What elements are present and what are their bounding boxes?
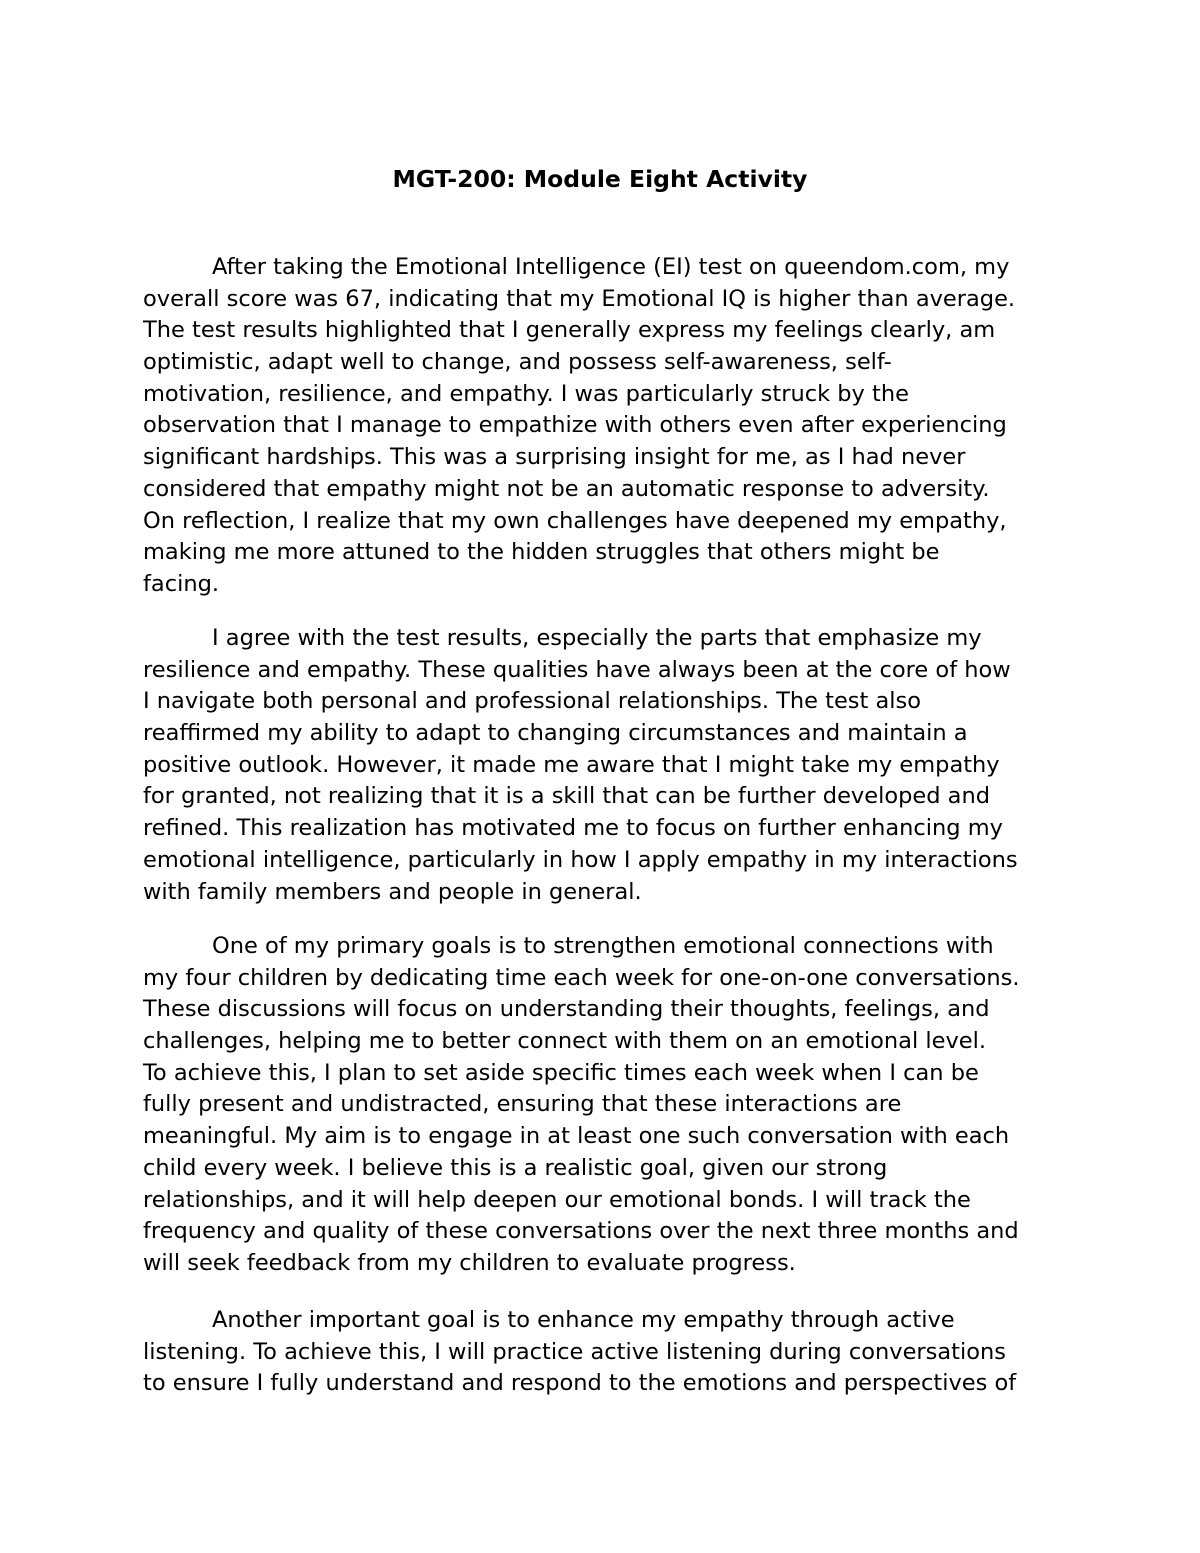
paragraph-line: frequency and quality of these conversations over the next three months and [143,1218,1019,1245]
paragraph-line: will seek feedback from my children to evaluate progress. [143,1249,796,1276]
paragraph-1 [143,252,1015,601]
paragraph-line: emotional intelligence, particularly in how I apply empathy in my interactions [143,846,1018,873]
paragraph-line: to ensure I fully understand and respond to the emotions and perspectives of [143,1370,1017,1397]
paragraph-line: my four children by dedicating time each week for one-on-one conversations. [143,964,1020,991]
paragraph-line: The test results highlighted that I generally express my feelings clearly, am [143,317,996,344]
paragraph-line: observation that I manage to empathize with others even after experiencing [143,412,1007,439]
paragraph-line: making me more attuned to the hidden struggles that others might be [143,539,940,566]
paragraph-line: considered that empathy might not be an automatic response to adversity. [143,475,990,502]
paragraph-line: fully present and undistracted, ensuring that these interactions are [143,1091,902,1118]
paragraph-line: overall score was 67, indicating that my Emotional IQ is higher than average. [143,285,1016,312]
paragraph-line: with family members and people in general. [143,878,642,905]
page-title: MGT-200: Module Eight Activity [392,165,808,193]
paragraph-line: relationships, and it will help deepen our emotional bonds. I will track the [143,1186,971,1213]
paragraph-2 [143,623,1018,908]
paragraph-line: significant hardships. This was a surprising insight for me, as I had never [143,444,966,471]
paragraph-line: These discussions will focus on understanding their thoughts, feelings, and [143,996,990,1023]
paragraph-line: optimistic, adapt well to change, and possess self-awareness, self- [143,349,892,376]
paragraph-line: resilience and empathy. These qualities have always been at the core of how [143,656,1011,683]
paragraph-line: motivation, resilience, and empathy. I was particularly struck by the [143,380,909,407]
paragraph-line: On reflection, I realize that my own challenges have deepened my empathy, [143,507,1007,534]
paragraph-4 [143,1305,1016,1400]
paragraph-line: listening. To achieve this, I will practice active listening during conversations [143,1338,1007,1365]
paragraph-line: I navigate both personal and professional relationships. The test also [143,688,922,715]
paragraph-line: To achieve this, I plan to set aside specific times each week when I can be [143,1059,979,1086]
paragraph-line: reaffirmed my ability to adapt to changing circumstances and maintain a [143,720,968,747]
paragraph-line: Another important goal is to enhance my empathy through active [212,1307,955,1333]
paragraph-line: facing. [143,570,220,597]
paragraph-line: child every week. I believe this is a realistic goal, given our strong [143,1154,888,1181]
paragraph-line: One of my primary goals is to strengthen emotional connections with [212,933,994,959]
paragraph-line: positive outlook. However, it made me aware that I might take my empathy [143,751,1000,778]
paragraph-line: for granted, not realizing that it is a skill that can be further developed and [143,783,991,810]
paragraph-3 [143,931,1020,1280]
paragraph-line: refined. This realization has motivated me to focus on further enhancing my [143,815,1003,842]
paragraph-line: meaningful. My aim is to engage in at least one such conversation with each [143,1123,1010,1150]
paragraph-line: After taking the Emotional Intelligence (EI) test on queendom.com, my [212,254,1010,280]
paragraph-line: challenges, helping me to better connect with them on an emotional level. [143,1028,987,1055]
paragraph-line: I agree with the test results, especially the parts that emphasize my [212,625,982,651]
